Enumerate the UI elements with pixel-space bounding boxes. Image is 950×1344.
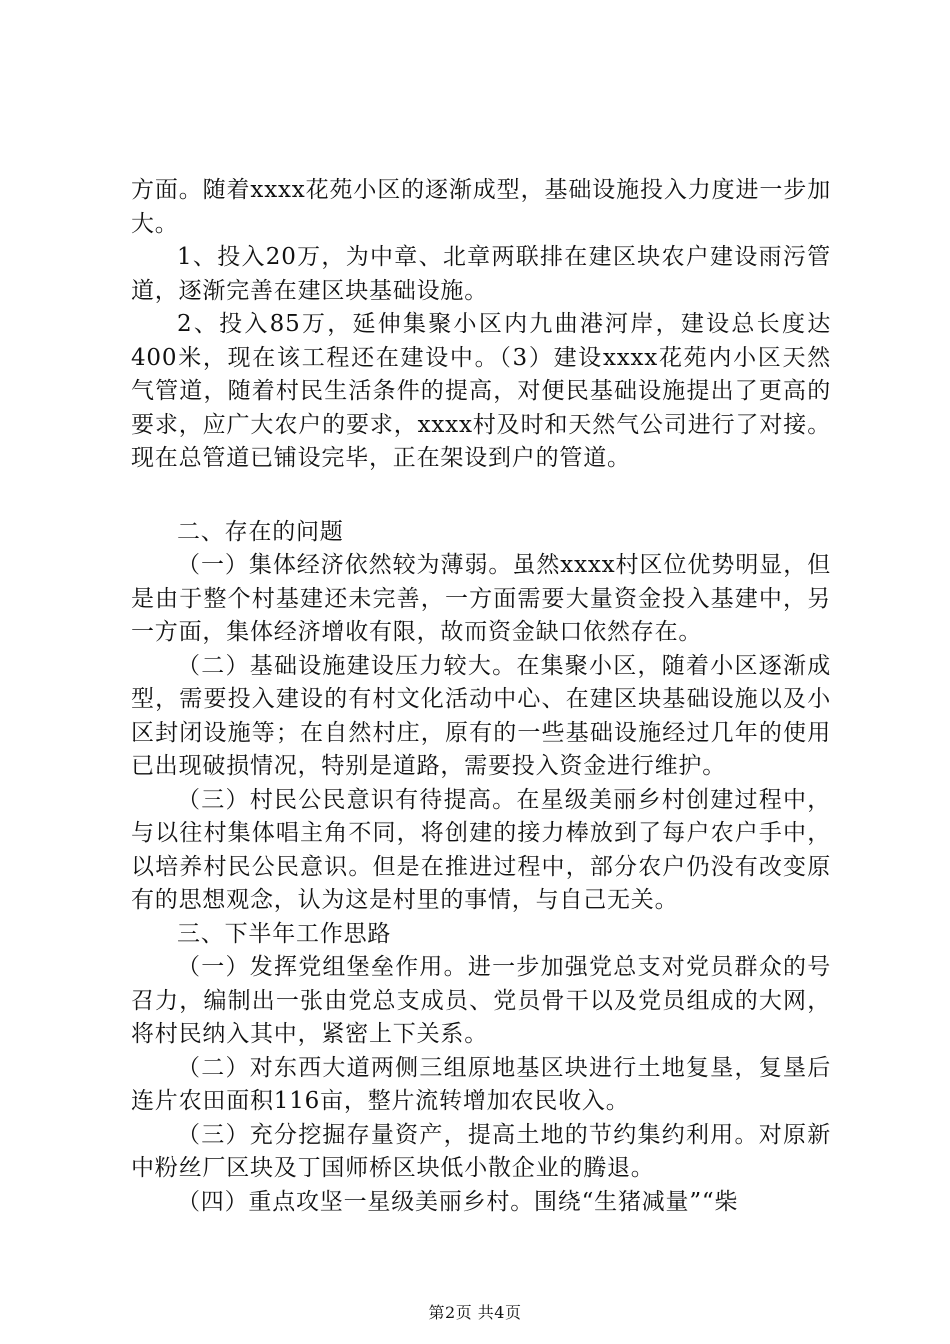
section-gap: [131, 476, 831, 516]
paragraph-plan-2: （二）对东西大道两侧三组原地基区块进行土地复垦，复垦后连片农田面积116亩，整片流转增加农民收入。: [131, 1054, 831, 1114]
paragraph-plan-4: （四）重点攻坚一星级美丽乡村。围绕“生猪减量”“柴: [177, 1188, 739, 1215]
paragraph-plan-3: （三）充分挖掘存量资产，提高土地的节约集约利用。对原新中粉丝厂区块及丁国师桥区块低小散企业的腾退。: [131, 1121, 831, 1181]
paragraph-problem-3: （三）村民公民意识有待提高。在星级美丽乡村创建过程中，与以往村集体唱主角不同，将创建的接力棒放到了每户农户手中，以培养村民公民意识。但是在推进过程中，部分农户仍没有改变原有的思想观念，认为这是村里的事情，与自己无关。: [131, 786, 831, 913]
section-heading-problems: 二、存在的问题: [177, 518, 344, 545]
paragraph-continuation: 方面。随着xxxx花苑小区的逐渐成型，基础设施投入力度进一步加大。: [131, 177, 831, 237]
section-heading-plans: 三、下半年工作思路: [177, 920, 392, 947]
paragraph-item-1: 1、投入20万，为中章、北章两联排在建区块农户建设雨污管道，逐渐完善在建区块基础设施。: [131, 244, 831, 304]
page-number-footer: 第2页 共4页: [428, 1303, 522, 1322]
paragraph-problem-2: （二）基础设施建设压力较大。在集聚小区，随着小区逐渐成型，需要投入建设的有村文化活动中心、在建区块基础设施以及小区封闭设施等；在自然村庄，原有的一些基础设施经过几年的使用已出现破损情况，特别是道路，需要投入资金进行维护。: [131, 652, 831, 779]
document-body: [131, 174, 831, 1219]
paragraph-item-2: 2、投入85万，延伸集聚小区内九曲港河岸，建设总长度达400米，现在该工程还在建设中。（3）建设xxxx花苑内小区天然气管道，随着村民生活条件的提高，对便民基础设施提出了更高的要求，应广大农户的要求，xxxx村及时和天然气公司进行了对接。现在总管道已铺设完毕，正在架设到户的管道。: [131, 311, 831, 471]
paragraph-problem-1: （一）集体经济依然较为薄弱。虽然xxxx村区位优势明显，但是由于整个村基建还未完善，一方面需要大量资金投入基建中，另一方面，集体经济增收有限，故而资金缺口依然存在。: [131, 552, 831, 645]
paragraph-plan-1: （一）发挥党组堡垒作用。进一步加强党总支对党员群众的号召力，编制出一张由党总支成员、党员骨干以及党员组成的大网，将村民纳入其中，紧密上下关系。: [131, 954, 831, 1047]
